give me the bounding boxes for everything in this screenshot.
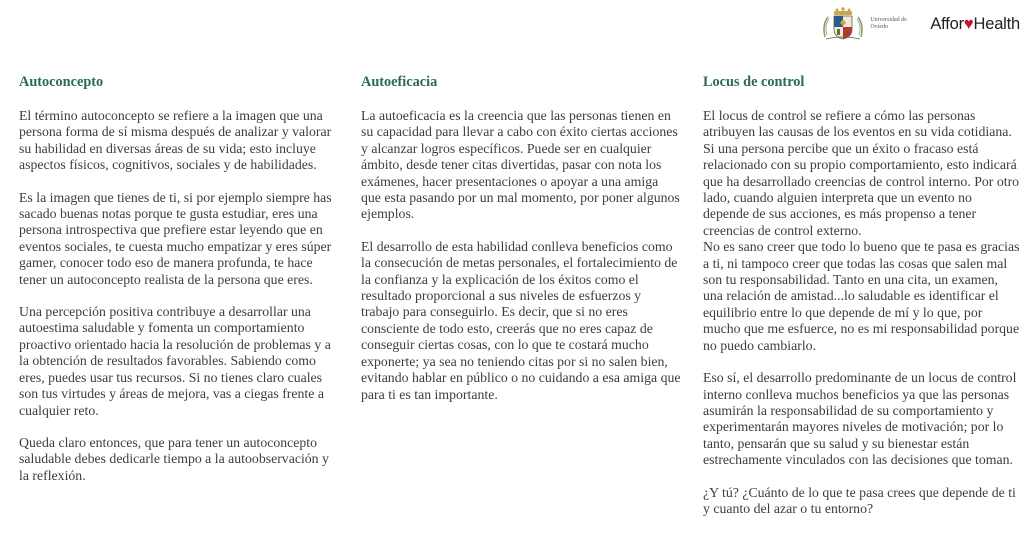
brand-prefix: Affor: [930, 14, 964, 33]
column-title: Autoconcepto: [19, 74, 104, 90]
afforhealth-logo: [930, 15, 1020, 34]
header-logos: [820, 6, 1020, 42]
column-paragraph: La autoeficacia es la creencia que las personas tienen en su capacidad para llevar a cabo con éxito ciertas acciones y alcanzar logros específicos. Puede ser en cualquier ámbito, desde tener citas divertidas, pasar con nota los exámenes, hacer presentaciones o apoyar a una amiga que esta pasando por un mal momento, por poner algunos ejemplos.: [361, 108, 680, 222]
column-title: Autoeficacia: [361, 74, 438, 90]
column-paragraph: Eso sí, el desarrollo predominante de un locus de control interno conlleva muchos beneficios ya que las personas asumirán la responsabilidad de su comportamiento y experimentarán mayores niveles de motivación; por lo tanto, pensarán que su salud y su bienestar están estrechamente vinculados con las decisiones que toman.: [703, 370, 1017, 468]
brand-suffix: Health: [973, 14, 1020, 33]
column-paragraph: El término autoconcepto se refiere a la imagen que una persona forma de sí misma después de analizar y valorar su habilidad en diversas áreas de su vida; esto incluye aspectos físicos, cognitivos, sociales y de habilidades.: [19, 108, 332, 173]
column-autoconcepto: [19, 74, 339, 500]
column-paragraph: El desarrollo de esta habilidad conlleva beneficios como la consecución de metas personales, el fortalecimiento de la confianza y la explicación de los éxitos como el resultado proporcional a sus niveles de esfuerzos y trabajo para conseguirlo. Es decir, que si no eres consciente de todo esto, creerás que no eres capaz de conseguir ciertas cosas, con lo que te costará mucho exponerte; ya sea no teniendo citas por si no salen bien, evitando hablar en público o no cuidando a esa amiga que para ti es tan importante.: [361, 238, 681, 402]
column-locus-de-control: [703, 74, 1021, 533]
university-crest-icon: [820, 7, 866, 41]
column-paragraph: Es la imagen que tienes de ti, si por ejemplo siempre has sacado buenas notas porque te gusta estudiar, eres una persona introspectiva que prefiere estar leyendo que en eventos sociales, te cuesta mucho empatizar y eres súper gamer, conocer todo eso de manera profunda, te hace tener un autoconcepto realista de la persona que eres.: [19, 189, 332, 287]
column-paragraph: El locus de control se refiere a cómo las personas atribuyen las causas de los eventos en su vida cotidiana. Si una persona percibe que un éxito o fracaso está relacionado con su propio comportamiento, esto indicará que ha desarrollado creencias de control interno. Por otro lado, cuando alguien interpreta que un evento no depende de sus acciones, es más propenso a tener creencias de control externo.: [703, 108, 1020, 238]
brand-accent-glyph: ♥: [963, 14, 974, 33]
column-title: Locus de control: [703, 74, 805, 90]
column-paragraph: ¿Y tú? ¿Cuánto de lo que te pasa crees que depende de ti y cuanto del azar o tu entorno?: [703, 484, 1016, 516]
university-logo: [820, 7, 914, 41]
column-paragraph: Queda claro entonces, que para tener un autoconcepto saludable debes dedicarle tiempo a la autoobservación y la reflexión.: [19, 434, 329, 483]
column-paragraph: No es sano creer que todo lo bueno que te pasa es gracias a ti, ni tampoco creer que todas las cosas que salen mal son tu responsabilidad. Tanto en una cita, un examen, una relación de amistad...lo saludable es identificar el equilibrio entre lo que depende de mí y lo que, por mucho que me esfuerce, no es mi responsabilidad porque no puedo cambiarlo.: [703, 239, 1020, 353]
university-name: Universidad de Oviedo: [870, 17, 907, 30]
column-autoeficacia: [361, 74, 681, 419]
column-paragraph: Una percepción positiva contribuye a desarrollar una autoestima saludable y fomenta un comportamiento proactivo orientado hacia la resolución de problemas y a la obtención de resultados favorables. Sabiendo como eres, puedes usar tus recursos. Si no tienes claro cuales son tus virtudes y áreas de mejora, vas a ciegas frente a cualquier reto.: [19, 304, 331, 418]
